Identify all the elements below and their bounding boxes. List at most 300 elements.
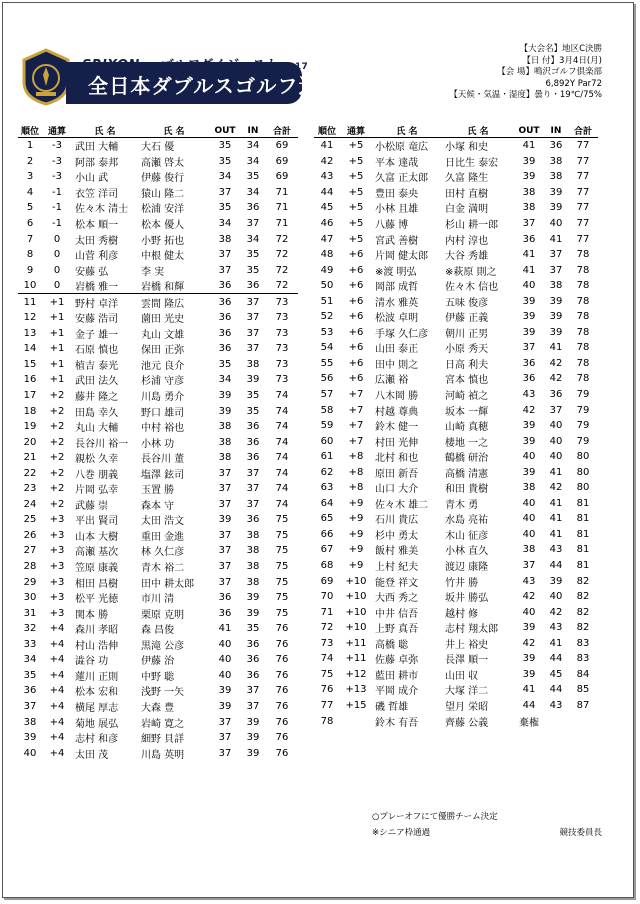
result-row <box>18 497 298 513</box>
in-score: 41 <box>549 342 563 354</box>
out-score: 38 <box>218 233 232 245</box>
rank-cell: 60 <box>320 435 334 447</box>
total-par-cell: -3 <box>52 140 62 152</box>
out-score: 39 <box>522 435 536 447</box>
rank-cell: 33 <box>23 638 37 650</box>
in-score: 37 <box>246 327 260 339</box>
out-score: 40 <box>522 528 536 540</box>
player2-name: 高橋 清憲 <box>445 468 489 480</box>
out-score: 43 <box>522 575 536 587</box>
total-par-cell: +1 <box>49 296 65 308</box>
result-row <box>314 356 598 372</box>
result-row <box>314 589 598 605</box>
out-score: 39 <box>522 668 536 680</box>
out-score: 35 <box>218 155 232 167</box>
in-score: 37 <box>246 685 260 697</box>
total-par-cell: +6 <box>348 280 364 292</box>
in-score: 38 <box>246 529 260 541</box>
in-score: 44 <box>549 684 563 696</box>
player1-name: 親松 久幸 <box>75 454 119 466</box>
in-score: 39 <box>246 716 260 728</box>
player2-name: 越村 修 <box>445 608 479 620</box>
in-score: 37 <box>549 404 563 416</box>
out-score: 37 <box>522 560 536 572</box>
player2-name: 丸山 文雄 <box>141 329 185 341</box>
in-score: 36 <box>246 421 260 433</box>
result-row <box>314 713 598 729</box>
player1-name: 佐々木 雄二 <box>375 499 429 511</box>
total-score: 78 <box>576 280 590 292</box>
rank-cell: 66 <box>320 528 334 540</box>
player1-name: 磯 哲雄 <box>375 701 409 713</box>
player1-name: 平岡 成介 <box>375 686 419 698</box>
rank-cell: 61 <box>320 451 334 463</box>
player1-name: 松平 光徳 <box>75 594 119 606</box>
in-score: 42 <box>549 373 563 385</box>
result-row <box>314 371 598 387</box>
player1-header: 氏 名 <box>372 124 442 138</box>
player2-name: 杉浦 守彦 <box>141 376 185 388</box>
in-score: 34 <box>246 186 260 198</box>
in-score: 34 <box>246 140 260 152</box>
rank-cell: 30 <box>23 592 37 604</box>
total-score: 75 <box>275 529 289 541</box>
total-score: 73 <box>275 312 289 324</box>
total-score: 75 <box>275 514 289 526</box>
total-par-cell: +2 <box>49 405 65 417</box>
out-score: 38 <box>522 482 536 494</box>
player2-name: 岩崎 寛之 <box>141 718 185 730</box>
player1-name: 石川 貴広 <box>375 515 419 527</box>
player1-name: 石原 慎也 <box>75 345 119 357</box>
total-par-cell: +6 <box>348 311 364 323</box>
out-score: 44 <box>522 699 536 711</box>
total-score: 76 <box>275 700 289 712</box>
player1-name: 原田 新吾 <box>375 468 419 480</box>
total-score: 81 <box>576 513 590 525</box>
total-score: 80 <box>576 466 590 478</box>
rank-cell: 48 <box>320 249 334 261</box>
out-score: 36 <box>218 592 232 604</box>
player2-name: 森 昌俊 <box>141 625 175 637</box>
total-score: 77 <box>576 171 590 183</box>
result-row <box>314 340 598 356</box>
player1-name: 清水 雅英 <box>375 297 419 309</box>
player1-name: 村山 浩伸 <box>75 640 119 652</box>
total-score: 81 <box>576 497 590 509</box>
result-row <box>314 667 598 683</box>
rank-cell: 78 <box>320 715 334 727</box>
in-score: 39 <box>246 732 260 744</box>
out-score: 41 <box>522 684 536 696</box>
result-row <box>18 605 298 621</box>
total-score: 73 <box>275 358 289 370</box>
total-par-cell: +4 <box>49 638 65 650</box>
player1-name: 平本 達哉 <box>375 157 419 169</box>
in-score: 39 <box>549 186 563 198</box>
total-score: 78 <box>576 357 590 369</box>
in-score: 36 <box>549 389 563 401</box>
player1-name: 村田 光伸 <box>375 437 419 449</box>
player1-name: 菊地 展弘 <box>75 718 119 730</box>
out-score: 37 <box>218 483 232 495</box>
total-score: 82 <box>576 622 590 634</box>
result-row <box>314 262 598 278</box>
in-score: 37 <box>246 483 260 495</box>
total-par-cell: +1 <box>49 374 65 386</box>
player1-name: 笠原 康義 <box>75 563 119 575</box>
in-score: 35 <box>246 405 260 417</box>
rank-cell: 43 <box>320 171 334 183</box>
total-par-cell: 0 <box>53 233 61 245</box>
rank-cell: 74 <box>320 653 334 665</box>
rank-cell: 55 <box>320 357 334 369</box>
player1-name: 平出 賢司 <box>75 516 119 528</box>
player1-name: 丸山 大輔 <box>75 423 119 435</box>
result-row <box>314 433 598 449</box>
player2-name: 田村 直樹 <box>445 188 489 200</box>
out-score: 40 <box>522 606 536 618</box>
player2-name: 川島 英明 <box>141 749 185 761</box>
rank-cell: 4 <box>26 186 34 198</box>
out-score: 39 <box>522 326 536 338</box>
weather-conditions: 【天候・気温・湿度】曇り・19℃/75% <box>449 90 602 100</box>
out-score: 37 <box>218 529 232 541</box>
out-score: 37 <box>218 467 232 479</box>
total-score: 77 <box>576 233 590 245</box>
out-score: 37 <box>218 249 232 261</box>
rank-cell: 64 <box>320 497 334 509</box>
player1-name: 村越 尊典 <box>375 406 419 418</box>
player2-name: 鶴橋 研治 <box>445 453 489 465</box>
total-par-cell: +10 <box>345 575 367 587</box>
rank-cell: 56 <box>320 373 334 385</box>
rank-cell: 63 <box>320 482 334 494</box>
rank-cell: 37 <box>23 700 37 712</box>
player1-name: 山田 泰正 <box>375 344 419 356</box>
event-info <box>449 44 602 102</box>
out-score: 36 <box>522 373 536 385</box>
player1-name: 藍田 耕市 <box>375 670 419 682</box>
out-score: 37 <box>218 576 232 588</box>
total-score: 73 <box>275 343 289 355</box>
in-score: 44 <box>549 653 563 665</box>
player2-name: 伊藤 俊行 <box>141 173 185 185</box>
rank-cell: 32 <box>23 623 37 635</box>
total-par-cell: +11 <box>345 637 367 649</box>
player1-name: 武田 法久 <box>75 376 119 388</box>
rank-cell: 22 <box>23 467 37 479</box>
player1-name: 久富 正太郎 <box>375 173 429 185</box>
in-score: 40 <box>549 218 563 229</box>
total-par-cell: +5 <box>348 233 364 245</box>
rank-cell: 39 <box>23 732 37 744</box>
rank-cell: 16 <box>23 374 37 386</box>
total-par-cell: +6 <box>348 373 364 385</box>
event-date: 【日 付】3月4日(月) <box>522 55 602 66</box>
senior-note: ※シニア枠通過 <box>372 828 431 838</box>
player2-name: 水島 亮祐 <box>445 515 489 527</box>
rank-cell: 49 <box>320 264 334 276</box>
player2-name: 河崎 禎之 <box>445 391 489 403</box>
total-par-cell: +11 <box>345 653 367 665</box>
out-score: 37 <box>218 747 232 759</box>
total-par-cell: +5 <box>348 218 364 229</box>
total-score: 75 <box>275 607 289 619</box>
in-header: IN <box>240 124 266 138</box>
result-row <box>18 434 298 450</box>
in-score: 40 <box>549 591 563 603</box>
player1-name: 山口 大介 <box>375 484 419 496</box>
result-row <box>314 542 598 558</box>
total-par-cell: +5 <box>348 186 364 198</box>
out-score: 37 <box>218 264 232 276</box>
player2-name: 坂井 勝弘 <box>445 593 489 605</box>
out-score: 39 <box>218 685 232 697</box>
out-score: 39 <box>218 514 232 526</box>
out-score: 40 <box>522 513 536 525</box>
total-par-header: 通算 <box>340 124 372 138</box>
rank-cell: 12 <box>23 312 37 324</box>
result-row <box>18 403 298 419</box>
in-score: 40 <box>549 420 563 432</box>
total-score: 82 <box>576 591 590 603</box>
total-score: 71 <box>275 186 289 198</box>
result-row <box>314 402 598 418</box>
player1-name: 金子 雄一 <box>75 329 119 341</box>
total-score: 77 <box>576 202 590 214</box>
result-row <box>314 558 598 574</box>
out-score: 38 <box>522 202 536 214</box>
total-score: 71 <box>275 218 289 229</box>
in-score: 42 <box>549 482 563 494</box>
result-row <box>314 325 598 341</box>
player1-name: 関本 勝 <box>75 609 109 621</box>
result-row <box>314 511 598 527</box>
out-score: 39 <box>522 311 536 323</box>
rank-cell: 27 <box>23 545 37 557</box>
player1-name: 岡部 成哲 <box>375 282 419 294</box>
total-score: 78 <box>576 311 590 323</box>
total-score: 78 <box>576 326 590 338</box>
total-score: 72 <box>275 264 289 276</box>
player1-name: 鈴木 健一 <box>375 422 419 434</box>
player2-name: 竹井 勝 <box>445 577 479 589</box>
rank-cell: 76 <box>320 684 334 696</box>
total-par-cell: -1 <box>52 186 62 198</box>
in-score: 36 <box>246 452 260 464</box>
total-par-cell: +2 <box>49 452 65 464</box>
out-score: 37 <box>218 732 232 744</box>
player1-name: 横尾 厚志 <box>75 702 119 714</box>
out-score: 36 <box>218 607 232 619</box>
in-score: 37 <box>246 700 260 712</box>
total-par-cell: +7 <box>348 389 364 401</box>
rank-cell: 65 <box>320 513 334 525</box>
out-score: 40 <box>522 497 536 509</box>
result-row <box>18 419 298 435</box>
total-par-cell: +3 <box>49 576 65 588</box>
total-par-cell <box>340 713 372 729</box>
result-row <box>314 231 598 247</box>
total-par-cell: +2 <box>49 498 65 510</box>
total-score: 73 <box>275 374 289 386</box>
result-row <box>18 699 298 715</box>
player2-name: 長谷川 董 <box>141 454 185 466</box>
playoff-note: ○プレーオフにて優勝チーム決定 <box>372 812 498 822</box>
total-par-cell: -1 <box>52 218 62 229</box>
rank-cell: 17 <box>23 390 37 402</box>
rank-cell: 24 <box>23 498 37 510</box>
in-score: 38 <box>246 561 260 573</box>
total-score: 73 <box>275 296 289 308</box>
player1-name: 上村 紀夫 <box>375 562 419 574</box>
out-score: 40 <box>522 280 536 292</box>
in-score: 39 <box>549 295 563 307</box>
total-score: 74 <box>275 498 289 510</box>
in-score: 35 <box>246 390 260 402</box>
in-score <box>544 713 568 729</box>
total-score: 76 <box>275 716 289 728</box>
player1-name: 太田 茂 <box>75 749 109 761</box>
result-row <box>18 745 298 761</box>
player2-name: 日比生 泰宏 <box>445 157 499 169</box>
out-score: 36 <box>218 327 232 339</box>
rank-cell: 14 <box>23 343 37 355</box>
total-par-cell: +3 <box>49 529 65 541</box>
total-par-cell: +4 <box>49 623 65 635</box>
total-par-cell: +7 <box>348 420 364 432</box>
result-row <box>314 449 598 465</box>
tournament-title: 全日本ダブルスゴルフ選手権 <box>88 74 363 98</box>
player2-name: 坂本 一輝 <box>445 406 489 418</box>
total-score: 74 <box>275 405 289 417</box>
total-par-cell: +4 <box>49 654 65 666</box>
player2-name: 浅野 一矢 <box>141 687 185 699</box>
total-par-cell: +5 <box>348 171 364 183</box>
player1-name: 阿部 泰邦 <box>75 157 119 169</box>
player2-name: 林 久仁彦 <box>141 547 185 559</box>
player2-name: 杉山 耕一郎 <box>445 220 499 231</box>
out-score: 41 <box>522 249 536 261</box>
header-row <box>314 124 598 138</box>
player2-name: 齊藤 公義 <box>445 717 489 729</box>
result-row <box>314 138 598 154</box>
result-row <box>18 200 298 216</box>
player1-name: 山菅 利彦 <box>75 251 119 263</box>
player2-name: 伊藤 治 <box>141 656 175 668</box>
in-score: 44 <box>549 560 563 572</box>
in-score: 36 <box>246 669 260 681</box>
player2-name: 井上 裕史 <box>445 639 489 651</box>
total-par-cell: +4 <box>49 732 65 744</box>
total-par-cell: +6 <box>348 326 364 338</box>
out-score: 34 <box>218 171 232 183</box>
in-score: 35 <box>246 171 260 183</box>
total-par-cell: +4 <box>49 700 65 712</box>
result-row <box>18 341 298 357</box>
result-row <box>18 278 298 294</box>
in-score: 38 <box>246 545 260 557</box>
player1-name: 豊田 泰央 <box>375 188 419 200</box>
player1-name: 広瀬 裕 <box>375 375 409 387</box>
total-par-cell: +5 <box>348 140 364 152</box>
in-score: 35 <box>246 623 260 635</box>
out-score: 39 <box>522 466 536 478</box>
result-row <box>18 512 298 528</box>
player1-name: 佐々木 清士 <box>75 204 129 216</box>
player1-name: 森川 孝昭 <box>75 625 119 637</box>
player1-name: 片岡 健太郎 <box>375 251 429 263</box>
result-row <box>18 216 298 232</box>
in-score: 40 <box>549 435 563 447</box>
player2-name: 田中 耕太郎 <box>141 578 195 590</box>
in-score: 39 <box>246 592 260 604</box>
out-score: 40 <box>522 451 536 463</box>
total-score: 76 <box>275 638 289 650</box>
out-score: 38 <box>218 452 232 464</box>
out-score: 39 <box>522 295 536 307</box>
total-par-cell: +3 <box>49 514 65 526</box>
in-score: 41 <box>549 513 563 525</box>
player1-name: 相田 昌樹 <box>75 578 119 590</box>
out-score: 42 <box>522 591 536 603</box>
total-par-cell: 0 <box>53 249 61 261</box>
out-score: 37 <box>218 498 232 510</box>
rank-cell: 52 <box>320 311 334 323</box>
total-par-cell: +2 <box>49 436 65 448</box>
total-par-cell: -1 <box>52 202 62 214</box>
result-row <box>18 481 298 497</box>
result-row <box>314 620 598 636</box>
in-score: 40 <box>549 451 563 463</box>
in-score: 36 <box>240 278 266 294</box>
out-score: 41 <box>522 264 536 276</box>
total-score: 78 <box>576 295 590 307</box>
out-score: 40 <box>218 669 232 681</box>
in-score: 42 <box>549 606 563 618</box>
player1-name: 上野 真吾 <box>375 624 419 636</box>
rank-cell: 47 <box>320 233 334 245</box>
total-score: 69 <box>275 155 289 167</box>
rank-cell: 57 <box>320 389 334 401</box>
player2-name: 川島 勇介 <box>141 392 185 404</box>
result-row <box>314 278 598 294</box>
player1-name: 中井 信吾 <box>375 608 419 620</box>
player1-name: 藤井 隆之 <box>75 392 119 404</box>
total-par-cell: +12 <box>345 668 367 680</box>
player2-name: ※萩原 則之 <box>445 266 497 278</box>
in-score: 35 <box>246 264 260 276</box>
in-score: 34 <box>246 155 260 167</box>
total-par-cell: +3 <box>49 607 65 619</box>
rank-cell: 31 <box>23 607 37 619</box>
total-score: 79 <box>576 389 590 401</box>
result-row <box>18 262 298 278</box>
player2-name: 塩澤 鉉司 <box>141 469 185 481</box>
result-row <box>18 559 298 575</box>
player2-name: 山田 収 <box>445 670 479 682</box>
result-row <box>18 185 298 201</box>
in-score: 41 <box>549 528 563 540</box>
result-row <box>18 590 298 606</box>
player2-name: 久富 隆生 <box>445 173 489 185</box>
rank-cell: 3 <box>26 171 34 183</box>
player2-name: 李 実 <box>141 266 165 278</box>
player1-name: 高瀬 基次 <box>75 547 119 559</box>
total-par-cell: +4 <box>49 685 65 697</box>
total-par-cell: +1 <box>49 327 65 339</box>
